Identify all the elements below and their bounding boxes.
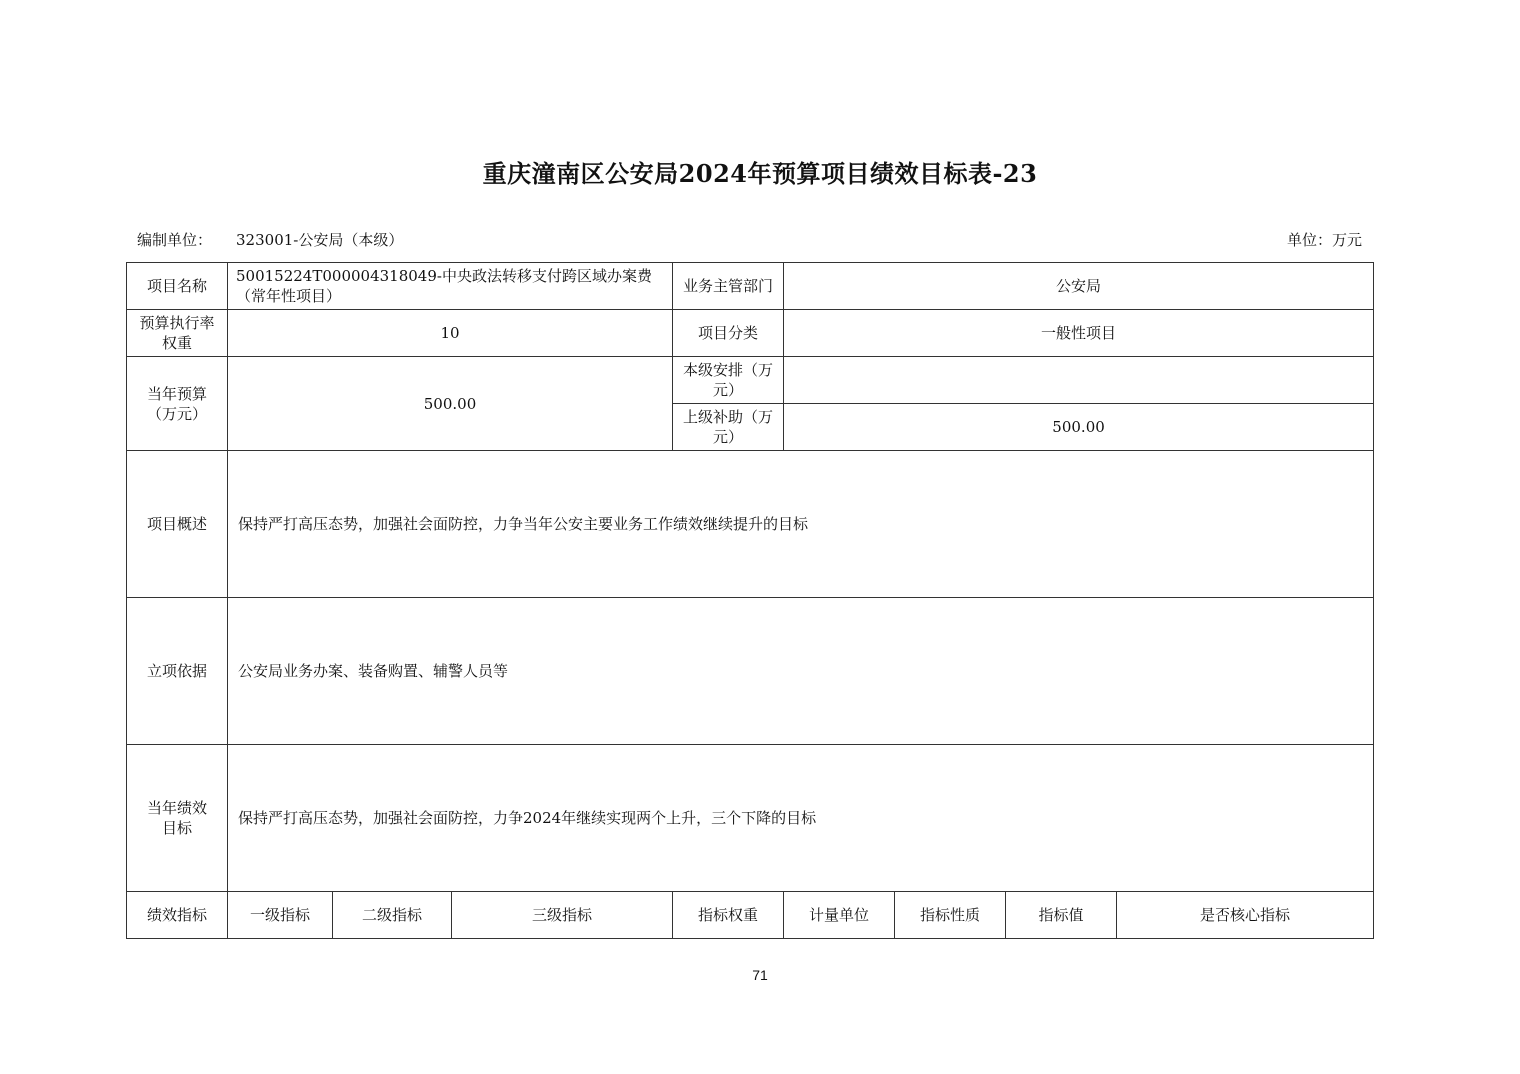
row-budget-local xyxy=(127,357,1374,404)
project-name-label: 项目名称 xyxy=(127,263,228,310)
row-indicator-headers xyxy=(127,892,1374,939)
header-level3: 三级指标 xyxy=(452,892,673,939)
basis-value: 公安局业务办案、装备购置、辅警人员等 xyxy=(228,598,1374,745)
goal-value: 保持严打高压态势，加强社会面防控，力争2024年继续实现两个上升，三个下降的目标 xyxy=(228,745,1374,892)
category-value: 一般性项目 xyxy=(784,310,1374,357)
row-overview xyxy=(127,451,1374,598)
overview-value: 保持严打高压态势，加强社会面防控，力争当年公安主要业务工作绩效继续提升的目标 xyxy=(228,451,1374,598)
performance-table xyxy=(126,262,1374,939)
dept-value: 公安局 xyxy=(784,263,1374,310)
project-name-value: 50015224T000004318049-中央政法转移支付跨区域办案费（常年性项目） xyxy=(228,263,673,310)
local-value xyxy=(784,357,1374,404)
basis-label: 立项依据 xyxy=(127,598,228,745)
budget-label: 当年预算（万元） xyxy=(127,357,228,451)
row-goal xyxy=(127,745,1374,892)
unit-label: 单位：万元 xyxy=(1286,231,1362,249)
row-basis xyxy=(127,598,1374,745)
upper-value: 500.00 xyxy=(784,404,1374,451)
compiler-value: 323001-公安局（本级） xyxy=(236,231,404,249)
page-title: 重庆潼南区公安局2024年预算项目绩效目标表-23 xyxy=(482,159,1038,188)
goal-label: 当年绩效目标 xyxy=(127,745,228,892)
budget-value: 500.00 xyxy=(228,357,673,451)
local-label: 本级安排（万元） xyxy=(673,357,784,404)
header-level2: 二级指标 xyxy=(333,892,452,939)
header-nature: 指标性质 xyxy=(895,892,1006,939)
header-value: 指标值 xyxy=(1006,892,1117,939)
weight-label: 预算执行率权重 xyxy=(127,310,228,357)
row-weight xyxy=(127,310,1374,357)
upper-label: 上级补助（万元） xyxy=(673,404,784,451)
dept-label: 业务主管部门 xyxy=(673,263,784,310)
category-label: 项目分类 xyxy=(673,310,784,357)
overview-label: 项目概述 xyxy=(127,451,228,598)
header-weight: 指标权重 xyxy=(673,892,784,939)
indicators-label: 绩效指标 xyxy=(127,892,228,939)
row-project-name xyxy=(127,263,1374,310)
header-unit: 计量单位 xyxy=(784,892,895,939)
compiler-info xyxy=(137,229,403,250)
header-core: 是否核心指标 xyxy=(1117,892,1374,939)
page-number: 71 xyxy=(752,967,768,983)
compiler-label: 编制单位： xyxy=(137,231,213,249)
weight-value: 10 xyxy=(228,310,673,357)
header-level1: 一级指标 xyxy=(228,892,333,939)
